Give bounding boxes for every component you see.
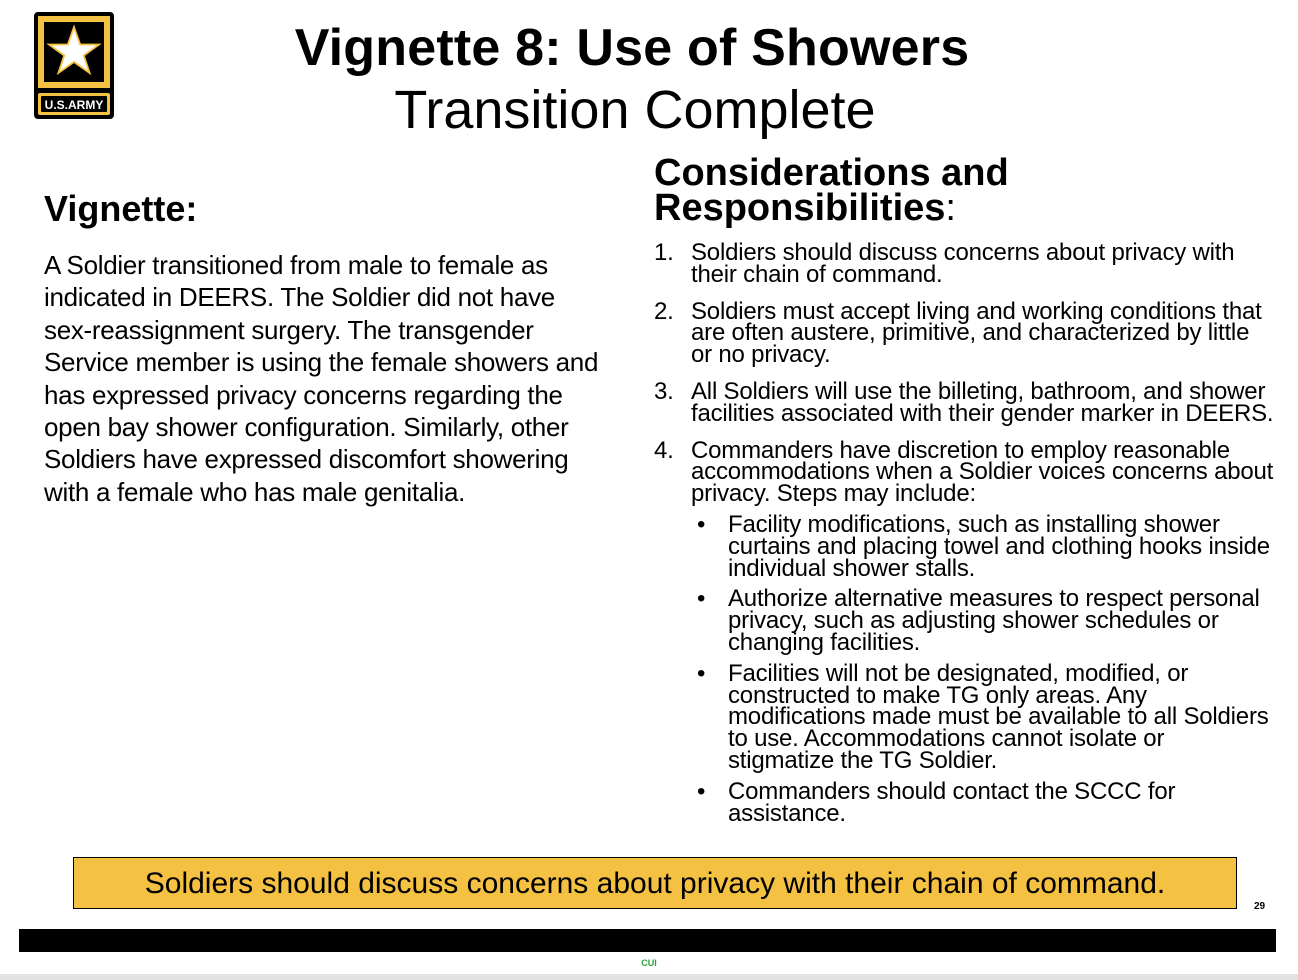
footer-bar (19, 929, 1276, 952)
list-item (654, 297, 1274, 369)
considerations-list (654, 239, 1274, 827)
list-item-text: Commanders have discretion to employ reasonable accommodations when a Soldier voices concerns about privacy. Steps may include: (691, 436, 1274, 508)
list-item (654, 239, 1274, 288)
list-item-text: All Soldiers will use the billeting, bathroom, and shower facilities associated with their gender marker in DEERS. (691, 377, 1274, 427)
bullet-icon: • (697, 585, 706, 613)
bullet-text: Commanders should contact the SCCC for assistance. (728, 777, 1176, 827)
bullet-text: Facility modifications, such as installing shower curtains and placing towel and clothing hooks inside individual shower stalls. (728, 510, 1270, 582)
bullet-icon: • (697, 777, 706, 805)
bullet-item (691, 659, 1274, 774)
vignette-heading: Vignette: (44, 188, 198, 229)
considerations-heading-colon: : (945, 187, 956, 229)
logo-text: U.S.ARMY (44, 98, 104, 112)
list-item (654, 377, 1274, 427)
window-edge (0, 974, 1298, 980)
bullet-text: Facilities will not be designated, modified, or constructed to make TG only areas. Any modifications made must be available to all Soldiers to use. Accommodations cannot isolate or stigmatize the TG Soldier. (728, 659, 1269, 774)
bullet-item (691, 777, 1274, 827)
considerations-heading-text: Considerations and Responsibilities (654, 152, 1009, 229)
slide-title: Vignette 8: Use of Showers (294, 19, 970, 77)
list-item-number: 3. (654, 377, 674, 405)
list-item-number: 1. (654, 239, 674, 266)
cui-marking: CUI (641, 958, 657, 968)
bullet-icon: • (697, 659, 706, 687)
page-number: 29 (1254, 901, 1266, 912)
bullet-item (691, 510, 1274, 582)
list-item-text: Soldiers should discuss concerns about privacy with their chain of command. (691, 239, 1235, 288)
list-item-number: 4. (654, 436, 674, 464)
bullet-icon: • (697, 510, 706, 538)
considerations-heading (654, 152, 1298, 229)
bullet-text: Authorize alternative measures to respect personal privacy, such as adjusting shower schedules or changing facilities. (728, 585, 1260, 656)
list-item-number: 2. (654, 297, 674, 325)
bullet-item (691, 585, 1274, 656)
vignette-body: A Soldier transitioned from male to female as indicated in DEERS. The Soldier did not have sex-reassignment surgery. The transgender Service member is using the female showers and has expressed privacy concerns regarding the open bay shower configuration. Similarly, other Soldiers have expressed discomfort showering with a female who has male genitalia. (44, 250, 599, 507)
list-item-text: Soldiers must accept living and working conditions that are often austere, primitive, and characterized by little or no privacy. (691, 297, 1262, 369)
callout-banner: Soldiers should discuss concerns about privacy with their chain of command. (73, 857, 1237, 909)
slide-subtitle: Transition Complete (394, 80, 876, 140)
list-item (654, 436, 1274, 827)
